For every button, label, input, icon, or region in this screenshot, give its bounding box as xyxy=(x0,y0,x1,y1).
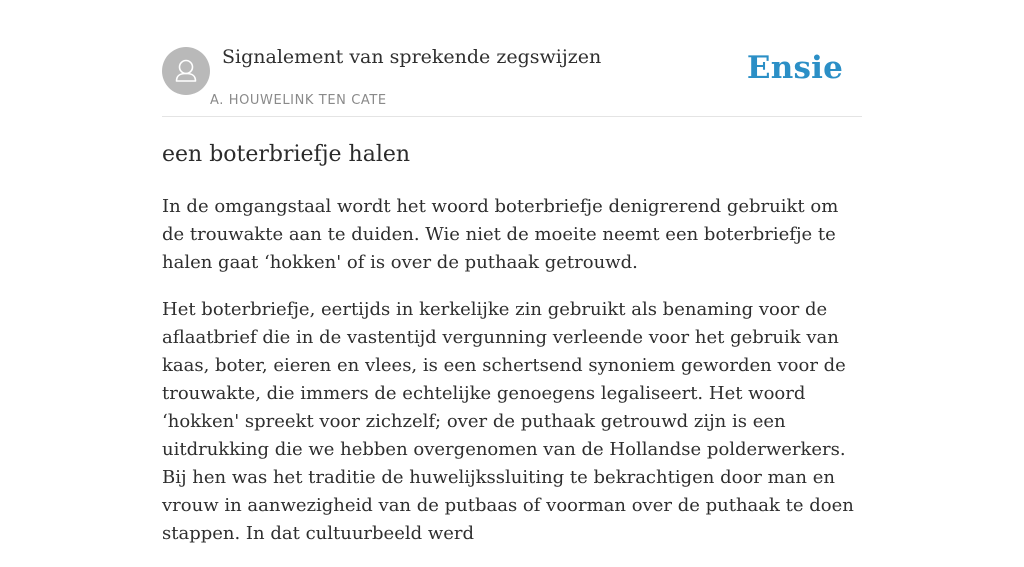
entry-paragraph-1: In de omgangstaal wordt het woord boterbriefje denigrerend gebruikt om de trouwakte aan te duiden. Wie niet de moeite neemt een boterbriefje te halen gaat ‘hokken' of is over de puthaak getrouwd. xyxy=(162,196,839,273)
user-outline-icon xyxy=(162,47,210,95)
author-name[interactable]: A. HOUWELINK TEN CATE xyxy=(210,93,387,108)
entry-paragraph-2: Het boterbriefje, eertijds in kerkelijke zin gebruikt als benaming voor de aflaatbrief die in de vastentijd vergunning verleende voor het gebruik van kaas, boter, eieren en vlees, is een schertsend synoniem geworden voor de trouwakte, die immers de echtelijke genoegens legaliseert. Het woord ‘hokken' spreekt voor zichzelf; over de puthaak getrouwd zijn is een uitdrukking die we hebben overgenomen van de Hollandse polderwerkers. Bij hen was het traditie de huwelijkssluiting te bekrachtigen door man en vrouw in aanwezigheid van de putbaas of voorman over de puthaak te doen stappen. In dat cultuurbeeld werd xyxy=(162,299,854,544)
brand-logo[interactable]: Ensie xyxy=(746,50,843,86)
entry-title: een boterbriefje halen xyxy=(162,142,411,167)
page-header xyxy=(162,0,862,117)
book-title[interactable]: Signalement van sprekende zegswijzen xyxy=(222,46,602,68)
entry-content xyxy=(162,139,862,567)
author-avatar[interactable] xyxy=(162,47,210,95)
